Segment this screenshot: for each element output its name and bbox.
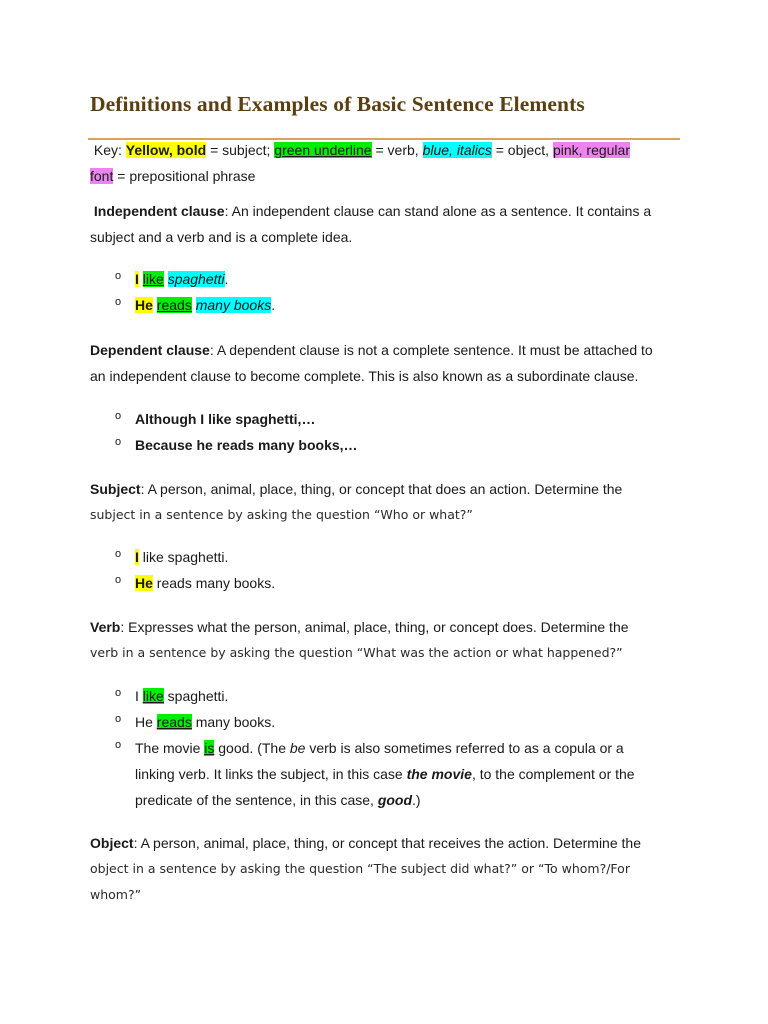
dependent-example-2: Because he reads many books,… — [135, 437, 358, 453]
example-verb: like — [142, 271, 164, 287]
key-prep-eq: = prepositional phrase — [117, 168, 256, 184]
example-rest: like spaghetti. — [138, 549, 229, 565]
key-object-eq: = object, — [495, 142, 550, 158]
list-item — [90, 709, 690, 735]
bullet-icon: o — [115, 574, 122, 586]
verb-definition — [90, 614, 690, 666]
object-def-1: : A person, animal, place, thing, or concept that receives the action. Determine the — [133, 835, 641, 851]
example-post: verb is also sometimes referred to as a copula or a — [305, 740, 624, 756]
example-pre: I — [135, 688, 143, 704]
example-verb: is — [204, 740, 215, 756]
object-def-3: whom?” — [90, 887, 142, 902]
example-pre: The movie — [135, 740, 205, 756]
page-title: Definitions and Examples of Basic Sentence Elements — [90, 92, 585, 116]
independent-clause-definition — [90, 198, 690, 250]
example-emphasis: good — [377, 792, 413, 808]
object-definition — [90, 830, 690, 908]
bullet-icon: o — [115, 713, 122, 725]
independent-clause-def-1: : An independent clause can stand alone as a sentence. It contains a — [224, 203, 652, 219]
key-label: Key: — [93, 142, 122, 158]
key-subject-eq: = subject; — [210, 142, 271, 158]
key-prep-style-1: pink, regular — [552, 142, 630, 158]
key-verb-eq: = verb, — [375, 142, 419, 158]
list-item — [90, 683, 690, 709]
list-item — [90, 292, 690, 318]
key-prep-style-2: font — [90, 168, 114, 184]
list-item — [90, 570, 690, 596]
bullet-icon: o — [115, 270, 122, 282]
example-subject: He — [135, 575, 153, 591]
subject-def-1: : A person, animal, place, thing, or concept that does an action. Determine the — [140, 481, 623, 497]
subject-examples — [90, 544, 690, 596]
verb-examples — [90, 683, 690, 813]
be-verb-italic: be — [289, 740, 306, 756]
list-item — [90, 406, 690, 432]
example-verb: reads — [156, 297, 192, 313]
example-subject: He — [135, 297, 153, 313]
example-subject: I — [135, 549, 139, 565]
object-def-2: object in a sentence by asking the question “The subject did what?” or “To whom?/For — [90, 861, 630, 876]
dependent-clause-definition — [90, 337, 690, 389]
independent-clause-def-2: subject and a verb and is a complete idea. — [90, 229, 353, 245]
example-verb: like — [142, 688, 164, 704]
key-subject-style: Yellow, bold — [125, 142, 207, 158]
key-verb-style: green underline — [274, 142, 372, 158]
bullet-icon: o — [115, 548, 122, 560]
example-end: . — [271, 297, 276, 313]
independent-clause-term: Independent clause — [93, 203, 225, 219]
example-rest: reads many books. — [152, 575, 276, 591]
verb-def-1: : Expresses what the person, animal, place, thing, or concept does. Determine the — [120, 619, 629, 635]
bullet-icon: o — [115, 687, 122, 699]
subject-term: Subject — [90, 481, 141, 497]
key-object-style: blue, italics — [422, 142, 492, 158]
key-paragraph — [90, 137, 690, 189]
example-post: many books. — [191, 714, 276, 730]
bullet-icon: o — [115, 739, 122, 751]
independent-clause-examples — [90, 266, 690, 318]
list-item — [90, 432, 690, 458]
example-text: .) — [412, 792, 421, 808]
example-object: spaghetti — [167, 271, 225, 287]
dependent-clause-term: Dependent clause — [90, 342, 210, 358]
example-object: many books — [195, 297, 272, 313]
bullet-icon: o — [115, 436, 122, 448]
example-end: . — [224, 271, 229, 287]
example-text: predicate of the sentence, in this case, — [135, 792, 378, 808]
example-text: , to the complement or the — [471, 766, 635, 782]
subject-definition — [90, 476, 690, 528]
dependent-clause-examples — [90, 406, 690, 458]
object-term: Object — [90, 835, 134, 851]
dependent-example-1: Although I like spaghetti,… — [135, 411, 316, 427]
verb-term: Verb — [90, 619, 121, 635]
example-post: good. (The — [214, 740, 290, 756]
subject-def-2: subject in a sentence by asking the question “Who or what?” — [90, 507, 473, 522]
dependent-clause-def-1: : A dependent clause is not a complete sentence. It must be attached to — [209, 342, 653, 358]
bullet-icon: o — [115, 296, 122, 308]
example-post: spaghetti. — [163, 688, 229, 704]
bullet-icon: o — [115, 410, 122, 422]
example-text: linking verb. It links the subject, in this case — [135, 766, 407, 782]
example-pre: He — [135, 714, 157, 730]
example-subject: I — [135, 271, 139, 287]
list-item — [90, 735, 690, 813]
example-emphasis: the movie — [406, 766, 472, 782]
list-item — [90, 266, 690, 292]
verb-def-2: verb in a sentence by asking the question “What was the action or what happened?” — [90, 645, 623, 660]
example-verb: reads — [156, 714, 192, 730]
list-item — [90, 544, 690, 570]
dependent-clause-def-2: an independent clause to become complete. This is also known as a subordinate clause. — [90, 368, 639, 384]
